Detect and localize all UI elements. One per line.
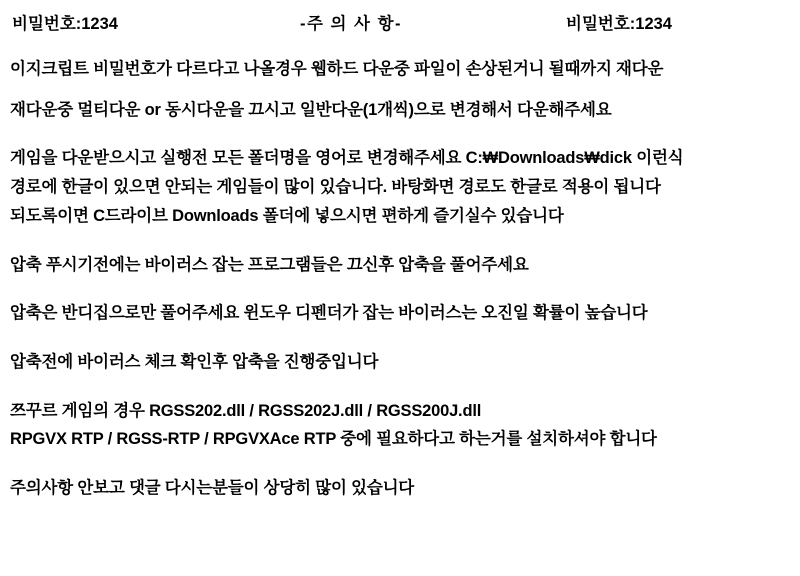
notice-line-11: 주의사항 안보고 댓글 다시는분들이 상당히 많이 있습니다	[10, 479, 415, 498]
notice-line-2: 재다운중 멀티다운 or 동시다운을 끄시고 일반다운(1개씩)으로 변경해서 다운해주세요	[10, 100, 612, 119]
notice-line-5: 되도록이면 C드라이브 Downloads 폴더에 넣으시면 편하게 즐기실수 있습니다	[10, 206, 564, 225]
notice-line-8: 압축전에 바이러스 체크 확인후 압축을 진행중입니다	[10, 353, 379, 372]
notice-body	[10, 56, 790, 502]
notice-line-1: 이지크립트 비밀번호가 다르다고 나올경우 웹하드 다운중 파일이 손상된거니 될때까지 재다운	[10, 60, 664, 78]
password-label-right: 비밀번호:1234	[566, 15, 672, 33]
notice-line-4: 경로에 한글이 있으면 안되는 게임들이 많이 있습니다. 바탕화면 경로도 한글로 적용이 됩니다	[10, 178, 661, 197]
notice-line-9: 쯔꾸르 게임의 경우 RGSS202.dll / RGSS202J.dll / RGSS200J.dll	[10, 401, 482, 420]
notice-header	[10, 6, 790, 34]
page-title: -주 의 사 항-	[300, 15, 402, 33]
notice-line-7: 압축은 반디집으로만 풀어주세요 윈도우 디펜더가 잡는 바이러스는 오진일 확률이 높습니다	[10, 304, 648, 323]
notice-line-3: 게임을 다운받으시고 실행전 모든 폴더명을 영어로 변경해주세요 C:₩Downloads₩dick 이런식	[10, 149, 684, 168]
notice-line-10: RPGVX RTP / RGSS-RTP / RPGVXAce RTP 중에 필요하다고 하는거를 설치하셔야 합니다	[10, 430, 657, 449]
password-label-left: 비밀번호:1234	[12, 15, 118, 33]
notice-line-6: 압축 푸시기전에는 바이러스 잡는 프로그램들은 끄신후 압축을 풀어주세요	[10, 255, 529, 274]
